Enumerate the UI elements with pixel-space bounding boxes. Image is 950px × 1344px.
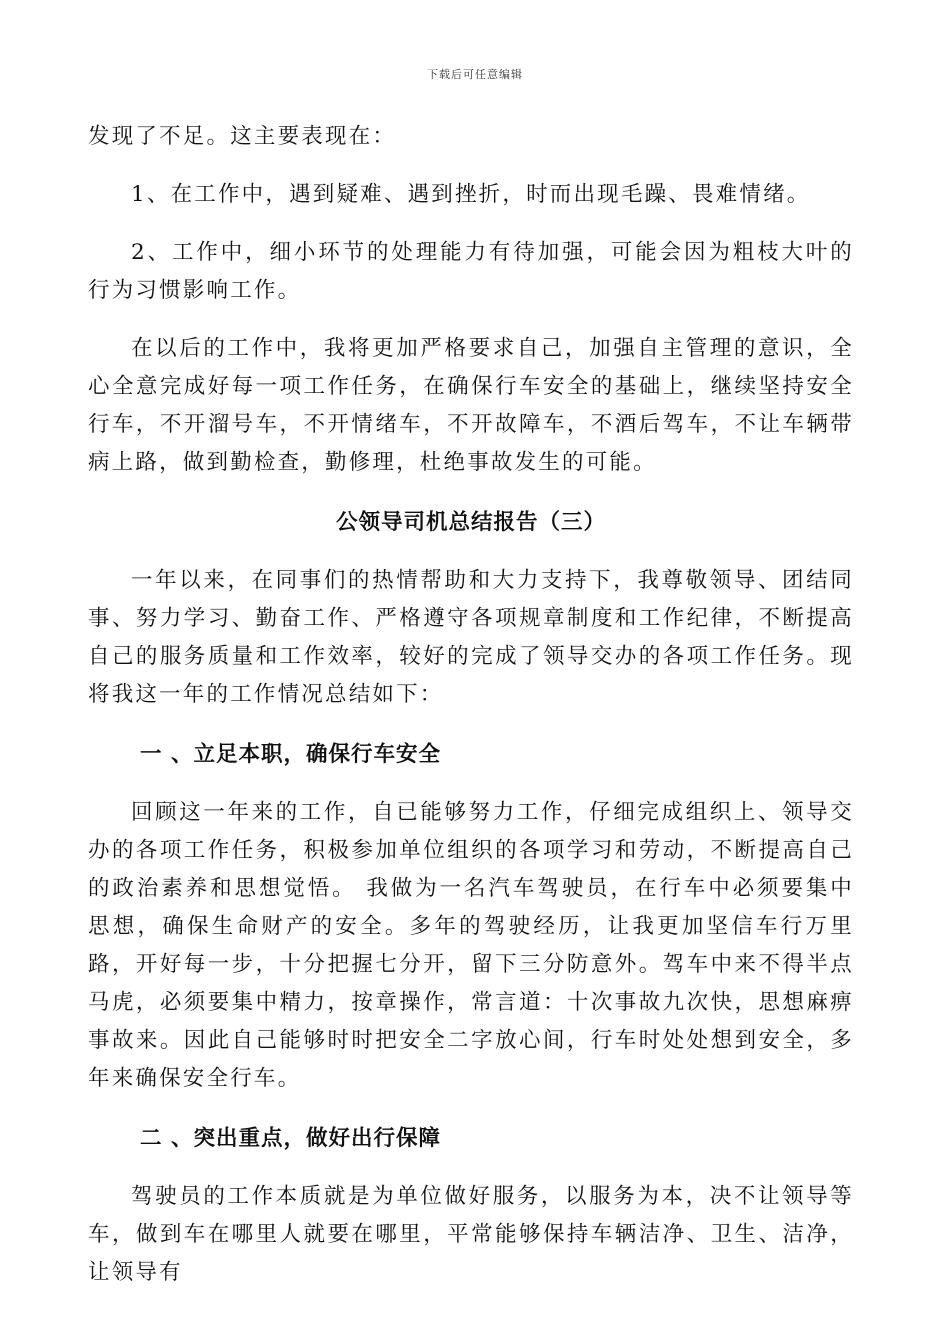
section-heading-1: 一 、立足本职，确保行车安全 xyxy=(140,742,441,767)
section-title: 公领导司机总结报告（三） xyxy=(335,510,606,535)
document-body xyxy=(88,118,854,1292)
section-heading-2: 二 、突出重点，做好出行保障 xyxy=(140,1126,441,1151)
paragraph-future-work: 在以后的工作中，我将更加严格要求自己，加强自主管理的意识，全心全意完成好每一项工作任务，在确保行车安全的基础上，继续坚持安全行车，不开溜号车，不开情绪车，不开故障车，不酒后驾车，不让车辆带病上路，做到勤检查，勤修理，杜绝事故发生的可能。 xyxy=(88,336,854,475)
page-header: 下载后可任意编辑 xyxy=(427,68,523,81)
paragraph-service: 驾驶员的工作本质就是为单位做好服务，以服务为本，决不让领导等车，做到车在哪里人就要在哪里，平常能够保持车辆洁净、卫生、洁净，让领导有 xyxy=(88,1184,854,1285)
paragraph-intro: 一年以来，在同事们的热情帮助和大力支持下，我尊敬领导、团结同事、努力学习、勤奋工作、严格遵守各项规章制度和工作纪律，不断提高自己的服务质量和工作效率，较好的完成了领导交办的各项工作任务。现将我这一年的工作情况总结如下： xyxy=(88,568,854,707)
paragraph-item-1: 1、在工作中，遇到疑难、遇到挫折，时而出现毛躁、畏难情绪。 xyxy=(131,182,811,207)
paragraph-item-2: 2、工作中，细小环节的处理能力有待加强，可能会因为粗枝大叶的行为习惯影响工作。 xyxy=(88,240,854,303)
paragraph-safety: 回顾这一年来的工作，自已能够努力工作，仔细完成组织上、领导交办的各项工作任务，积极参加单位组织的各项学习和劳动，不断提高自己的政治素养和思想觉悟。 我做为一名汽车驾驶员，在行车中必须要集中思想，确保生命财产的安全。多年的驾驶经历，让我更加坚信车行万里路，开好每一步，十分把握七分开，留下三分防意外。驾车中来不得半点马虎，必须要集中精力，按章操作，常言道：十次事故九次快，思想麻痹事故来。因此自己能够时时把安全二字放心间，行车时处处想到安全，多年来确保安全行车。 xyxy=(88,800,854,1091)
paragraph-continuation: 发现了不足。这主要表现在： xyxy=(88,124,397,149)
